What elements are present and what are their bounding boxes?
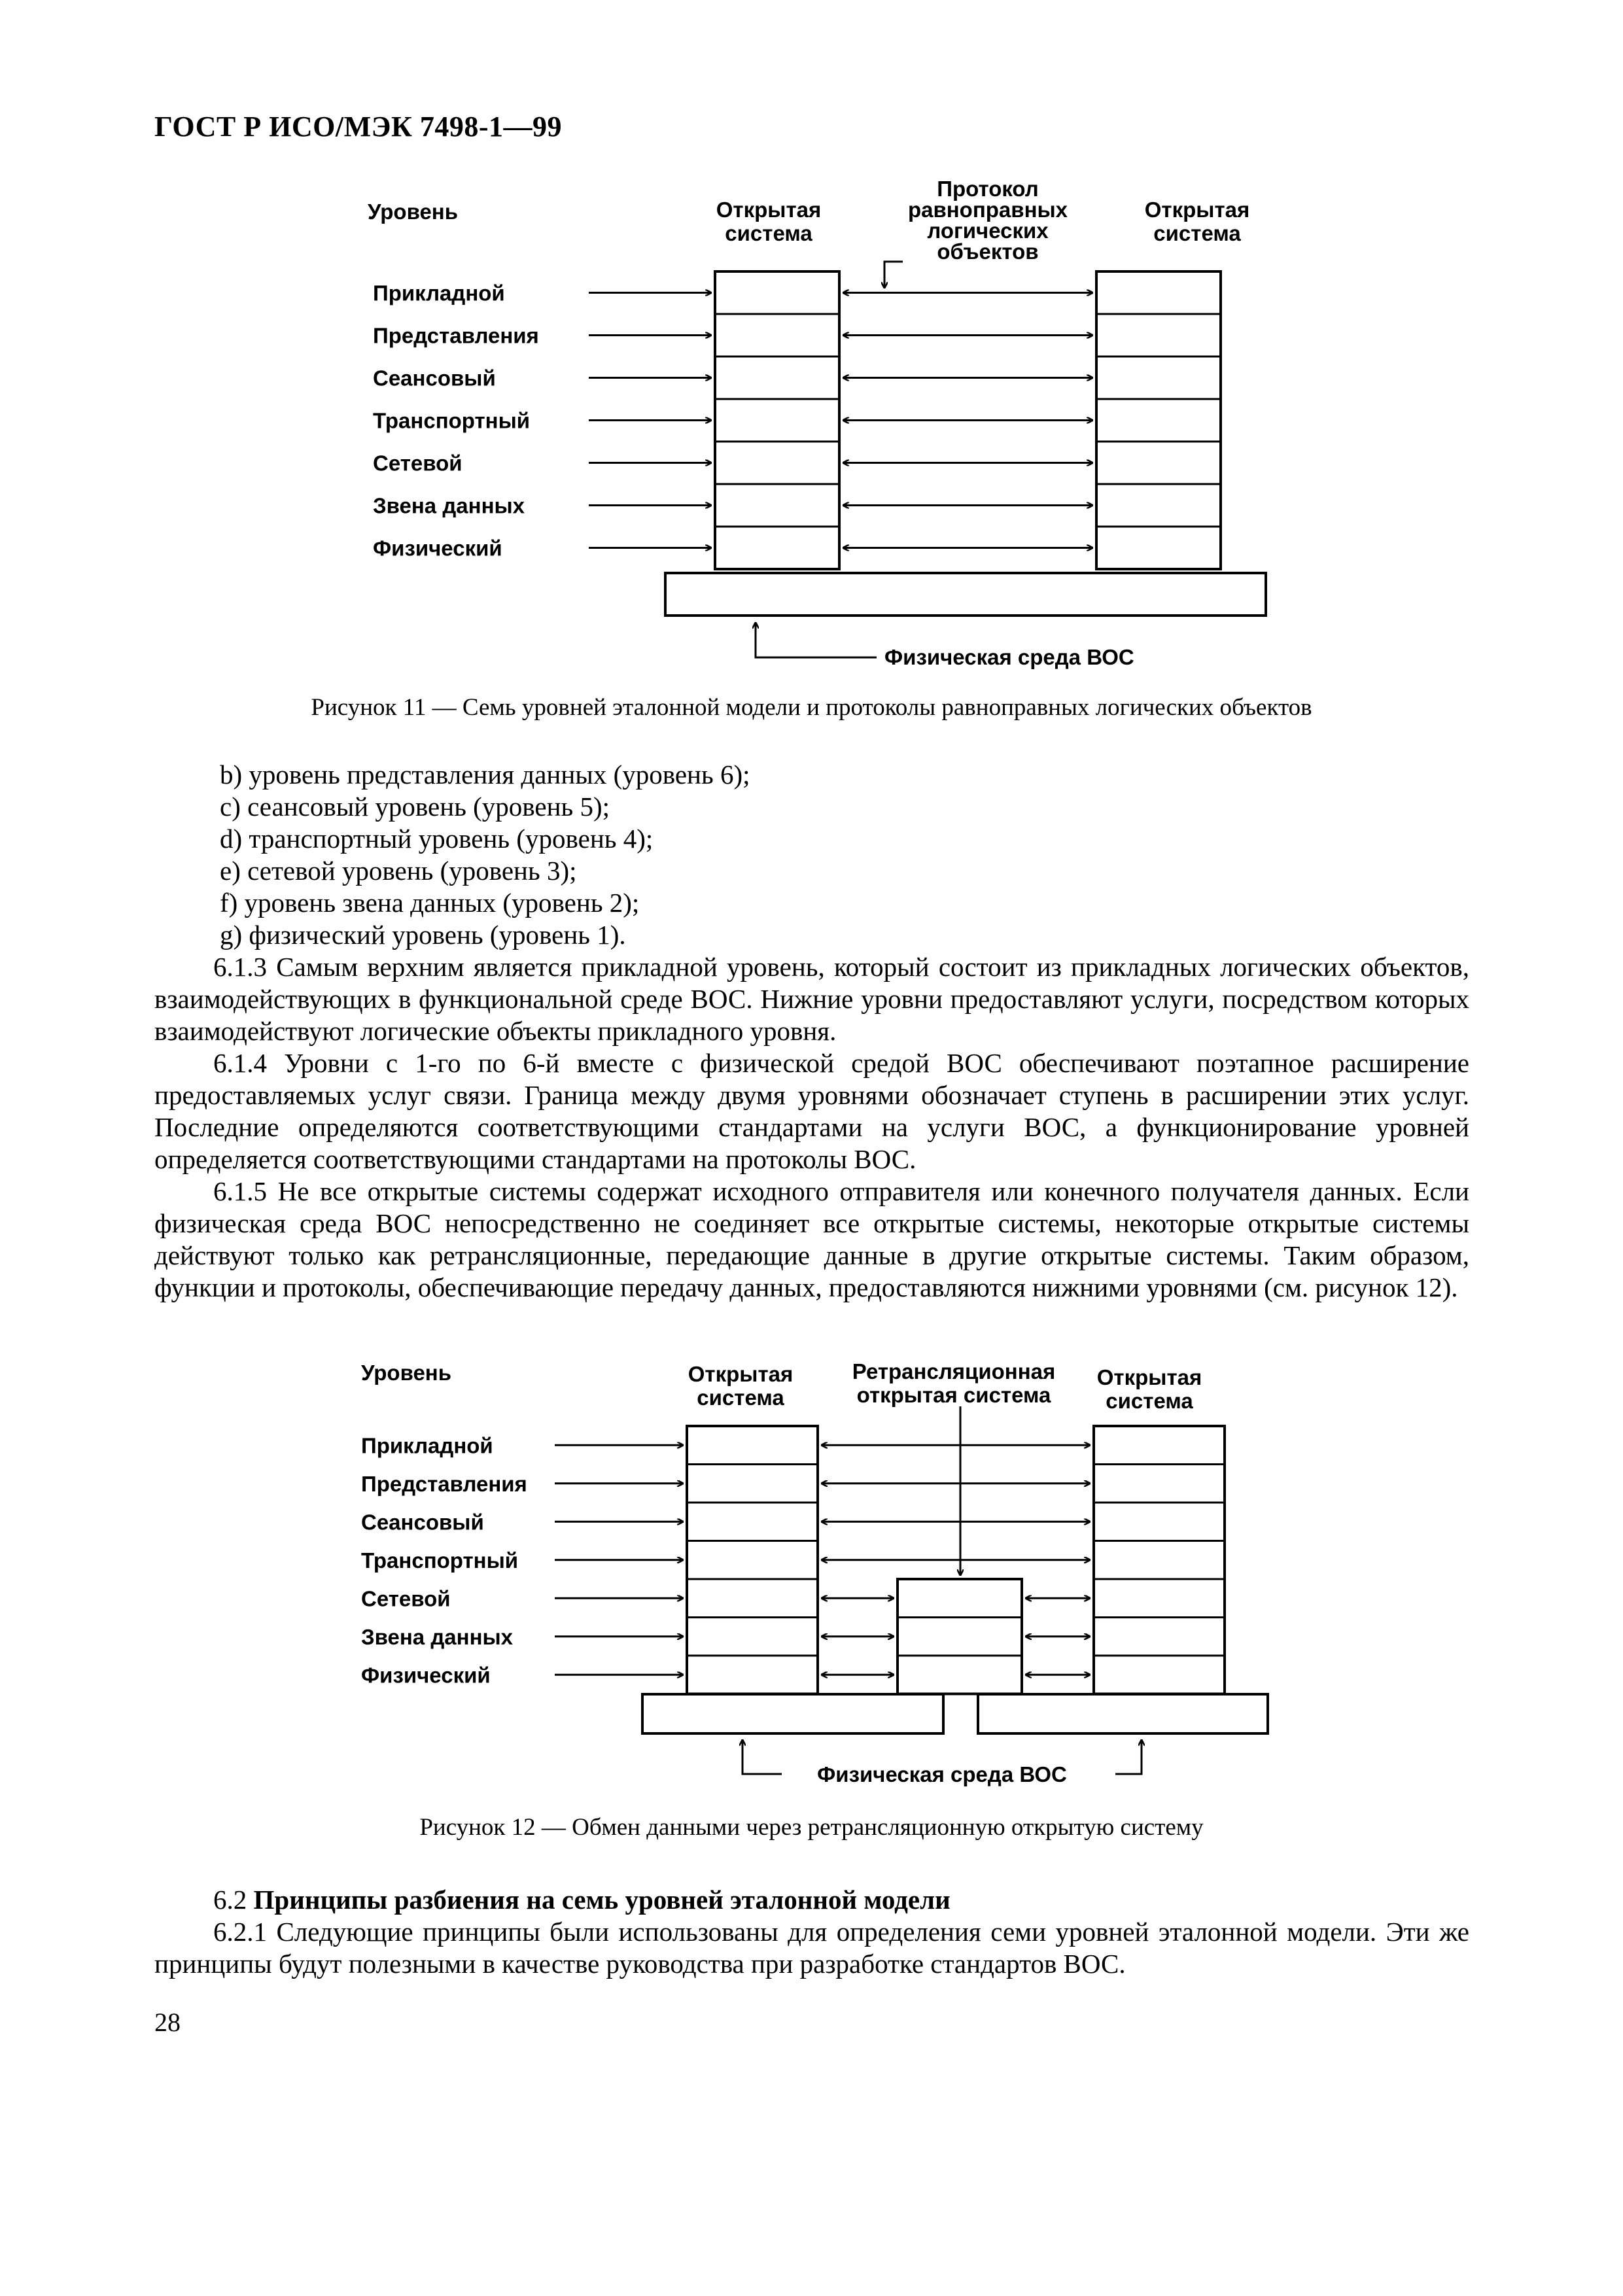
protocol-label: логических <box>927 218 1049 243</box>
layer-label-2: Представления <box>373 323 539 348</box>
protocol-pointer <box>884 262 903 288</box>
medium-pointer-right <box>1115 1740 1142 1774</box>
layer-label-6: Звена данных <box>373 493 525 518</box>
layer-label-3: Сеансовый <box>361 1510 484 1535</box>
figure-11-diagram <box>0 157 1623 850</box>
open-system-right-stack <box>1094 1426 1225 1694</box>
open-system-left-stack <box>715 271 839 569</box>
open-system-right-label: система <box>1153 221 1241 245</box>
layer-label-4: Транспортный <box>373 408 531 433</box>
medium-label: Физическая среда ВОС <box>817 1762 1067 1786</box>
open-system-left-label: система <box>725 221 812 245</box>
layer-label-3: Сеансовый <box>373 366 496 391</box>
list-item: c) сеансовый уровень (уровень 5); <box>220 791 610 822</box>
relay-system-stack <box>898 1579 1022 1694</box>
figure-12-caption: Рисунок 12 — Обмен данными через ретрансляционную открытую систему <box>419 1814 1204 1841</box>
section-heading <box>154 1884 1469 1916</box>
paragraph-6-2-1: 6.2.1 Следующие принципы были использованы для определения семи уровней эталонной модели. Эти же принципы будут полезными в качестве руководства при разработке стандартов ВОС. <box>154 1917 1469 1979</box>
open-system-right-label: Открытая <box>1096 1365 1202 1389</box>
relay-system-label: открытая система <box>856 1383 1051 1407</box>
medium-pointer-left <box>742 1740 782 1774</box>
figure-12-diagram <box>0 1348 1623 1786</box>
level-heading: Уровень <box>361 1361 452 1385</box>
system-frame <box>1094 1426 1225 1694</box>
open-system-left-stack <box>687 1426 818 1694</box>
layer-label-2: Представления <box>361 1471 527 1496</box>
layer-label-1: Прикладной <box>373 281 505 305</box>
physical-medium-bar <box>665 573 1266 616</box>
open-system-right-label: Открытая <box>1144 198 1250 222</box>
open-system-right-label: система <box>1106 1389 1193 1413</box>
list-item: e) сетевой уровень (уровень 3); <box>220 856 577 886</box>
layer-label-7: Физический <box>373 536 502 561</box>
system-frame <box>1096 271 1221 569</box>
paragraph-6-1-4: 6.1.4 Уровни с 1-го по 6-й вместе с физической средой ВОС обеспечивают поэтапное расширение предоставляемых услуг связи. Граница между двумя уровнями обозначает ступень в расширении этих услуг. Последние определяются соответствующими стандартами на услуги ВОС, а функционирование уровней определяется соответствующими стандартами на протоколы ВОС. <box>154 1048 1469 1174</box>
list-item: g) физический уровень (уровень 1). <box>220 920 626 950</box>
layer-label-7: Физический <box>361 1663 491 1688</box>
system-frame <box>687 1426 818 1694</box>
layer-label-1: Прикладной <box>361 1433 493 1458</box>
section-title: Принципы разбиения на семь уровней эталонной модели <box>253 1885 951 1915</box>
physical-medium-bar-right <box>978 1694 1268 1733</box>
section-6-2 <box>154 1884 1469 1980</box>
medium-label: Физическая среда ВОС <box>884 645 1134 669</box>
protocol-label: объектов <box>937 239 1039 264</box>
protocol-label: Протокол <box>937 177 1039 201</box>
page-number: 28 <box>154 2008 181 2037</box>
list-item: f) уровень звена данных (уровень 2); <box>220 888 640 918</box>
protocol-label: равноправных <box>907 198 1068 222</box>
level-heading: Уровень <box>368 200 459 224</box>
system-frame <box>715 271 839 569</box>
layer-label-5: Сетевой <box>373 451 462 476</box>
system-frame <box>898 1579 1022 1694</box>
open-system-right-stack <box>1096 271 1221 569</box>
list-item: b) уровень представления данных (уровень 6); <box>220 759 750 790</box>
figure-11-caption: Рисунок 11 — Семь уровней эталонной модели и протоколы равноправных логических объектов <box>311 694 1312 721</box>
section-number: 6.2 <box>213 1885 247 1915</box>
physical-medium-bar-left <box>642 1694 943 1733</box>
layer-label-4: Транспортный <box>361 1548 519 1573</box>
paragraph-6-1-5: 6.1.5 Не все открытые системы содержат исходного отправителя или конечного получателя данных. Если физическая среда ВОС непосредственно не соединяет все открытые системы, некоторые открытые системы действуют только как ретрансляционные, передающие данные в другие открытые системы. Таким образом, функции и протоколы, обеспечивающие передачу данных, предоставляются нижними уровнями (см. рисунок 12). <box>154 1176 1469 1302</box>
relay-system-label: Ретрансляционная <box>852 1359 1056 1383</box>
list-item: d) транспортный уровень (уровень 4); <box>220 824 654 854</box>
medium-pointer <box>756 623 877 657</box>
open-system-left-label: система <box>697 1385 784 1410</box>
document-header: ГОСТ Р ИСО/МЭК 7498-1—99 <box>154 111 563 143</box>
layer-label-5: Сетевой <box>361 1586 451 1611</box>
open-system-left-label: Открытая <box>688 1362 794 1386</box>
body-text <box>154 759 1469 1304</box>
open-system-left-label: Открытая <box>716 198 822 222</box>
paragraph-6-1-3: 6.1.3 Самым верхним является прикладной уровень, который состоит из прикладных логических объектов, взаимодействующих в функциональной среде ВОС. Нижние уровни предоставляют услуги, посредством которых взаимодействуют логические объекты прикладного уровня. <box>154 952 1469 1046</box>
layer-label-6: Звена данных <box>361 1624 514 1649</box>
